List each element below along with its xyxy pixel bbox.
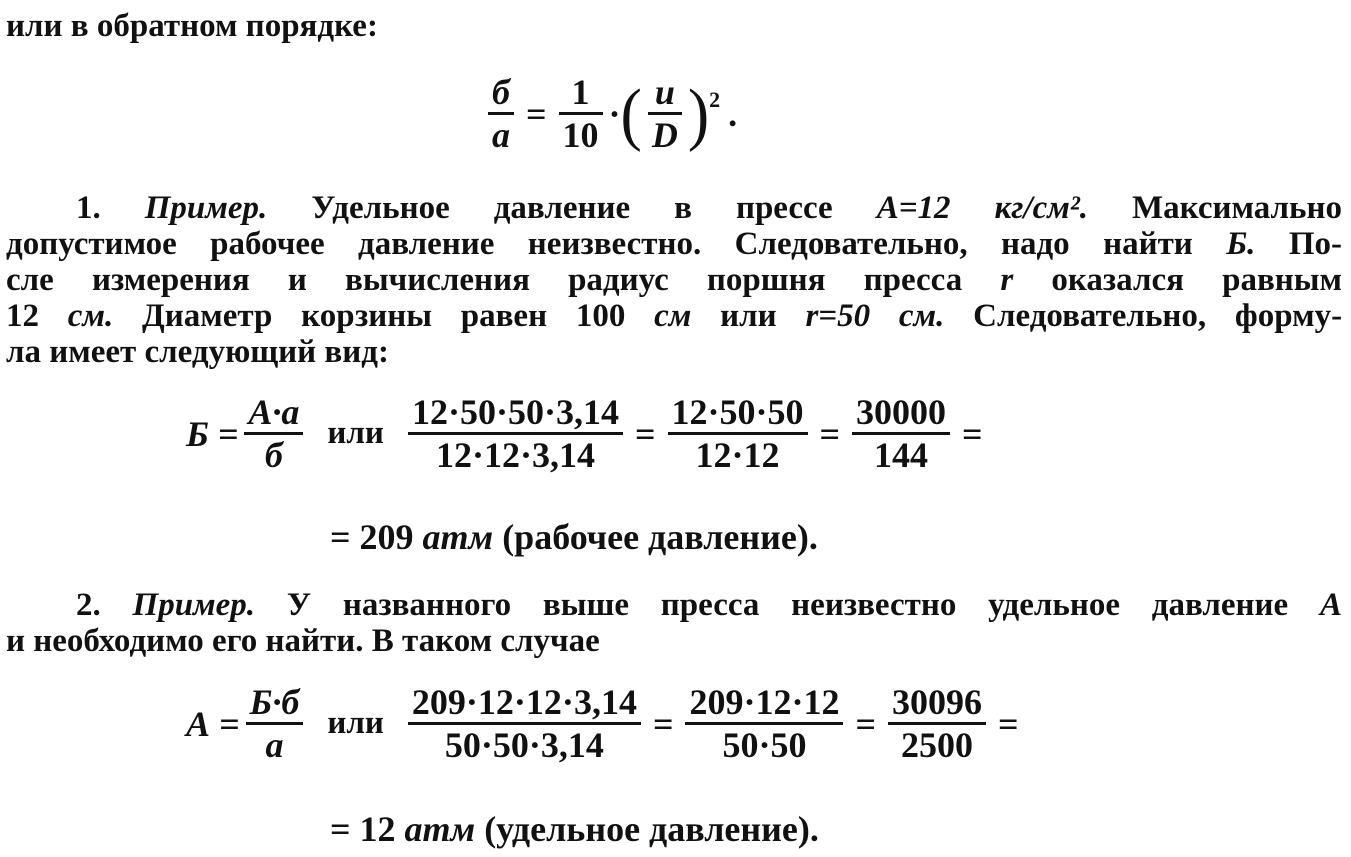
intro-text	[6, 8, 378, 44]
denominator: 10	[562, 115, 599, 155]
text: сле измерения и вычисления радиус поршня пресса	[6, 262, 963, 298]
numerator: 12·50·50·3,14	[411, 392, 619, 432]
text: Удельное давление в прессе	[311, 190, 833, 226]
example1-line1	[6, 190, 1342, 226]
fraction-b-over-a	[488, 72, 514, 155]
number: 12	[6, 298, 39, 334]
result-value: = 209	[330, 517, 414, 557]
fraction-3	[668, 392, 808, 475]
example1-line4	[6, 298, 1342, 334]
example-number: 1.	[76, 190, 101, 226]
text: допустимое рабочее давление неизвестно. Следовательно, надо найти	[6, 226, 1193, 262]
formula-b-calculation	[186, 392, 989, 475]
exponent: 2	[709, 86, 721, 112]
numerator: 30096	[892, 682, 982, 722]
left-paren: (	[620, 73, 642, 152]
result-note: (удельное давление).	[484, 809, 819, 849]
intro-label: или в обратном порядке:	[6, 8, 378, 44]
or-word: или	[327, 705, 384, 741]
var-b: Б.	[1226, 226, 1256, 262]
example-number: 2.	[76, 587, 101, 623]
fraction-u-over-d	[648, 72, 682, 155]
unit: см.	[898, 298, 945, 334]
var-r: r=50	[805, 298, 871, 334]
right-paren: )	[687, 73, 710, 152]
numerator: u	[654, 72, 675, 112]
example1-line3	[6, 262, 1342, 298]
result-unit: атм	[404, 809, 476, 849]
var-r: r	[1000, 262, 1014, 298]
text: Следовательно, форму-	[973, 298, 1343, 334]
example-label: Пример.	[144, 190, 268, 226]
denominator: а	[492, 115, 510, 155]
text: ла имеет следующий вид:	[6, 334, 389, 370]
unit: см	[654, 298, 692, 334]
fraction-4	[888, 682, 986, 765]
result-value: = 12	[330, 809, 396, 849]
multiply-dot: ·	[608, 93, 621, 134]
formula-a-calculation	[186, 682, 1025, 765]
example-label: Пример.	[132, 587, 256, 623]
fraction-2	[408, 392, 623, 475]
equals-sign: =	[962, 413, 983, 454]
result-unit: атм	[422, 517, 494, 557]
lhs: Б =	[186, 413, 239, 454]
denominator: 50·50·3,14	[444, 725, 604, 765]
denominator: 12·12·3,14	[435, 435, 595, 475]
numerator: 1	[571, 72, 590, 112]
equals-sign: =	[634, 413, 656, 454]
or-word: или	[327, 415, 384, 451]
numerator: б	[492, 72, 510, 112]
unit: см.	[67, 298, 114, 334]
denominator: D	[651, 115, 678, 155]
text: или	[720, 298, 777, 334]
numerator: А·а	[248, 392, 300, 432]
equals-sign: =	[998, 703, 1019, 744]
fraction-2	[408, 682, 641, 765]
fraction-1-over-10	[559, 72, 603, 155]
equals-sign: =	[526, 93, 547, 134]
fraction-3	[685, 682, 843, 765]
denominator: а	[265, 725, 284, 765]
equals-sign: =	[819, 413, 841, 454]
text: По-	[1288, 226, 1342, 262]
text: У названного выше пресса неизвестно удельное давление	[286, 587, 1289, 623]
text: и необходимо его найти. В таком случае	[6, 623, 600, 659]
text: оказался равным	[1051, 262, 1343, 298]
lhs: А =	[186, 703, 240, 744]
fraction-aa-over-b	[244, 392, 303, 475]
example2-line1	[6, 587, 1342, 623]
example1-line2	[6, 226, 1342, 262]
denominator: 2500	[901, 725, 973, 765]
text: Максимально	[1131, 190, 1343, 226]
var-a: А	[1319, 587, 1342, 623]
denominator: 12·12	[695, 435, 780, 475]
equals-sign: =	[855, 703, 876, 744]
fraction-bb-over-a	[246, 682, 304, 765]
result-specific-pressure	[330, 808, 819, 850]
denominator: 144	[874, 435, 929, 475]
example2-line2	[6, 623, 600, 659]
fraction-4	[852, 392, 950, 475]
text: Диаметр корзины равен 100	[142, 298, 626, 334]
var-a: А=12	[876, 190, 951, 226]
denominator: 50·50	[722, 725, 807, 765]
period: .	[728, 93, 738, 134]
numerator: Б·б	[249, 682, 300, 722]
example1-line5	[6, 334, 389, 370]
equals-sign: =	[652, 703, 674, 744]
numerator: 12·50·50	[671, 392, 804, 432]
numerator: 209·12·12	[689, 682, 840, 722]
numerator: 209·12·12·3,14	[411, 682, 637, 722]
result-working-pressure	[330, 516, 818, 558]
unit: кг/см².	[994, 190, 1088, 226]
denominator: б	[264, 435, 283, 475]
result-note: (рабочее давление).	[502, 517, 818, 557]
formula-reverse-order	[482, 72, 737, 155]
numerator: 30000	[856, 392, 947, 432]
